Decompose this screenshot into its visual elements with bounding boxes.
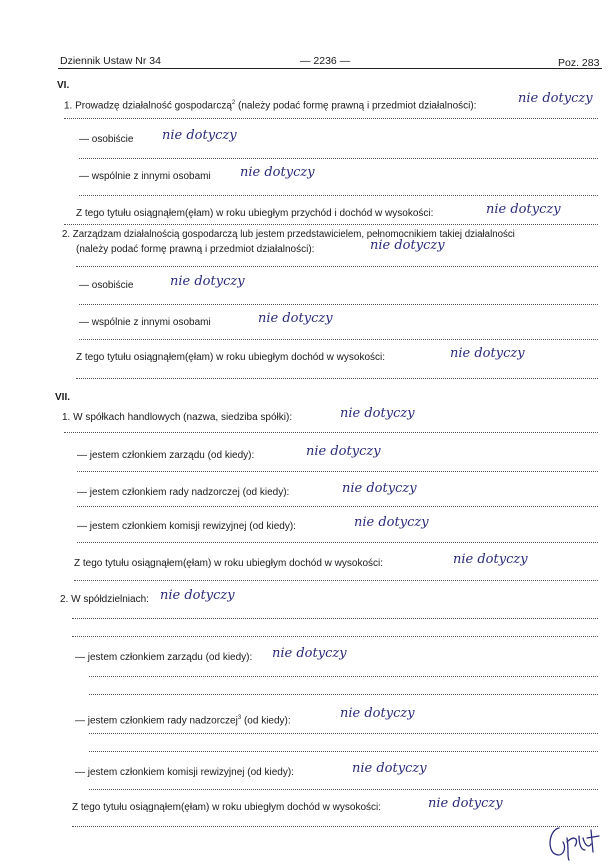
vii-komisja-label: — jestem członkiem komisji rewizyjnej (od kiedy): [77, 521, 296, 532]
vi-income2-label: Z tego tytułu osiągnąłem(ęłam) w roku ubiegłym dochód w wysokości: [76, 352, 386, 363]
dotted-line [64, 118, 598, 119]
dotted-line [79, 304, 598, 305]
vii-item2-answer: nie dotyczy [160, 588, 235, 603]
vii-rada-label: — jestem członkiem rady nadzorczej (od kiedy): [77, 487, 290, 498]
dotted-line [89, 751, 598, 752]
journal-title: Dziennik Ustaw Nr 34 [60, 55, 161, 67]
vi2-wspolnie-label: — wspólnie z innymi osobami [79, 317, 211, 328]
position-number: Poz. 283 [558, 57, 600, 69]
section-vi-title: VI. [57, 80, 70, 91]
vi-osobiscie-label: — osobiście [79, 134, 134, 145]
dotted-line [79, 339, 598, 340]
dotted-line [89, 694, 598, 695]
vii2-komisja-answer: nie dotyczy [352, 761, 427, 776]
dotted-line [72, 618, 598, 619]
dotted-line [72, 636, 598, 637]
dotted-line [64, 432, 598, 433]
vii2-komisja-label: — jestem członkiem komisji rewizyjnej (od kiedy): [75, 767, 294, 778]
dotted-line [76, 378, 598, 379]
vii-income1-answer: nie dotyczy [453, 552, 528, 567]
vii2-rada-label: — jestem członkiem rady nadzorczej$^3$ (od kiedy): [75, 715, 291, 727]
dotted-line [79, 195, 598, 196]
vii-rada-answer: nie dotyczy [342, 481, 417, 496]
dotted-line [72, 826, 598, 827]
vii-income1-label: Z tego tytułu osiągnąłem(ęłam) w roku ubiegłym dochód w wysokości: [74, 558, 384, 569]
vi-osobiscie-answer: nie dotyczy [162, 128, 237, 143]
dotted-line [89, 676, 598, 677]
section-vii-title: VII. [55, 392, 71, 403]
vi2-wspolnie-answer: nie dotyczy [258, 311, 333, 326]
vi-income1-answer: nie dotyczy [486, 202, 561, 217]
vi-item2-label-cont: (należy podać formę prawną i przedmiot działalności): [76, 244, 315, 255]
vii-item1-answer: nie dotyczy [340, 406, 415, 421]
dotted-line [76, 266, 598, 267]
dotted-line [77, 471, 598, 472]
vii-income2-label: Z tego tytułu osiągnąłem(ęłam) w roku ubiegłym dochód w wysokości: [72, 802, 382, 813]
vii2-zarzad-answer: nie dotyczy [272, 646, 347, 661]
dotted-line [64, 224, 598, 225]
vi2-osobiscie-answer: nie dotyczy [170, 274, 245, 289]
dotted-line [79, 158, 598, 159]
vii-income2-answer: nie dotyczy [428, 796, 503, 811]
vii-komisja-answer: nie dotyczy [354, 515, 429, 530]
vi-income2-answer: nie dotyczy [450, 346, 525, 361]
vi-item1-label: 1. Prowadzę działalność gospodarczą$^2$ (należy podać formę prawną i przedmiot działalności): [64, 100, 477, 112]
page-number: — 2236 — [300, 55, 351, 67]
vi-income1-label: Z tego tytułu osiągnąłem(ęłam) w roku ubiegłym przychód i dochód w wysokości: [76, 208, 434, 219]
dotted-line [89, 733, 598, 734]
vii-zarzad-label: — jestem członkiem zarządu (od kiedy): [77, 450, 255, 461]
signature-initials [545, 820, 600, 862]
dotted-line [89, 789, 598, 790]
vii2-zarzad-label: — jestem członkiem zarządu (od kiedy): [75, 652, 253, 663]
vi-item2-answer: nie dotyczy [370, 238, 445, 253]
vii-item1-label: 1. W spółkach handlowych (nazwa, siedziba spółki): [62, 412, 293, 423]
dotted-line [77, 542, 598, 543]
header-rule [58, 68, 602, 69]
vi-item2-label: 2. Zarządzam działalnością gospodarczą lub jestem przedstawicielem, pełnomocnikiem takiej działalności [62, 229, 515, 240]
vii2-rada-answer: nie dotyczy [340, 706, 415, 721]
vi2-osobiscie-label: — osobiście [79, 280, 134, 291]
vii-item2-label: 2. W spółdzielniach: [60, 594, 149, 605]
vi-wspolnie-label: — wspólnie z innymi osobami [79, 171, 211, 182]
vi-item1-answer: nie dotyczy [518, 91, 593, 106]
vi-wspolnie-answer: nie dotyczy [240, 165, 315, 180]
dotted-line [74, 580, 598, 581]
dotted-line [77, 506, 598, 507]
vii-zarzad-answer: nie dotyczy [306, 444, 381, 459]
